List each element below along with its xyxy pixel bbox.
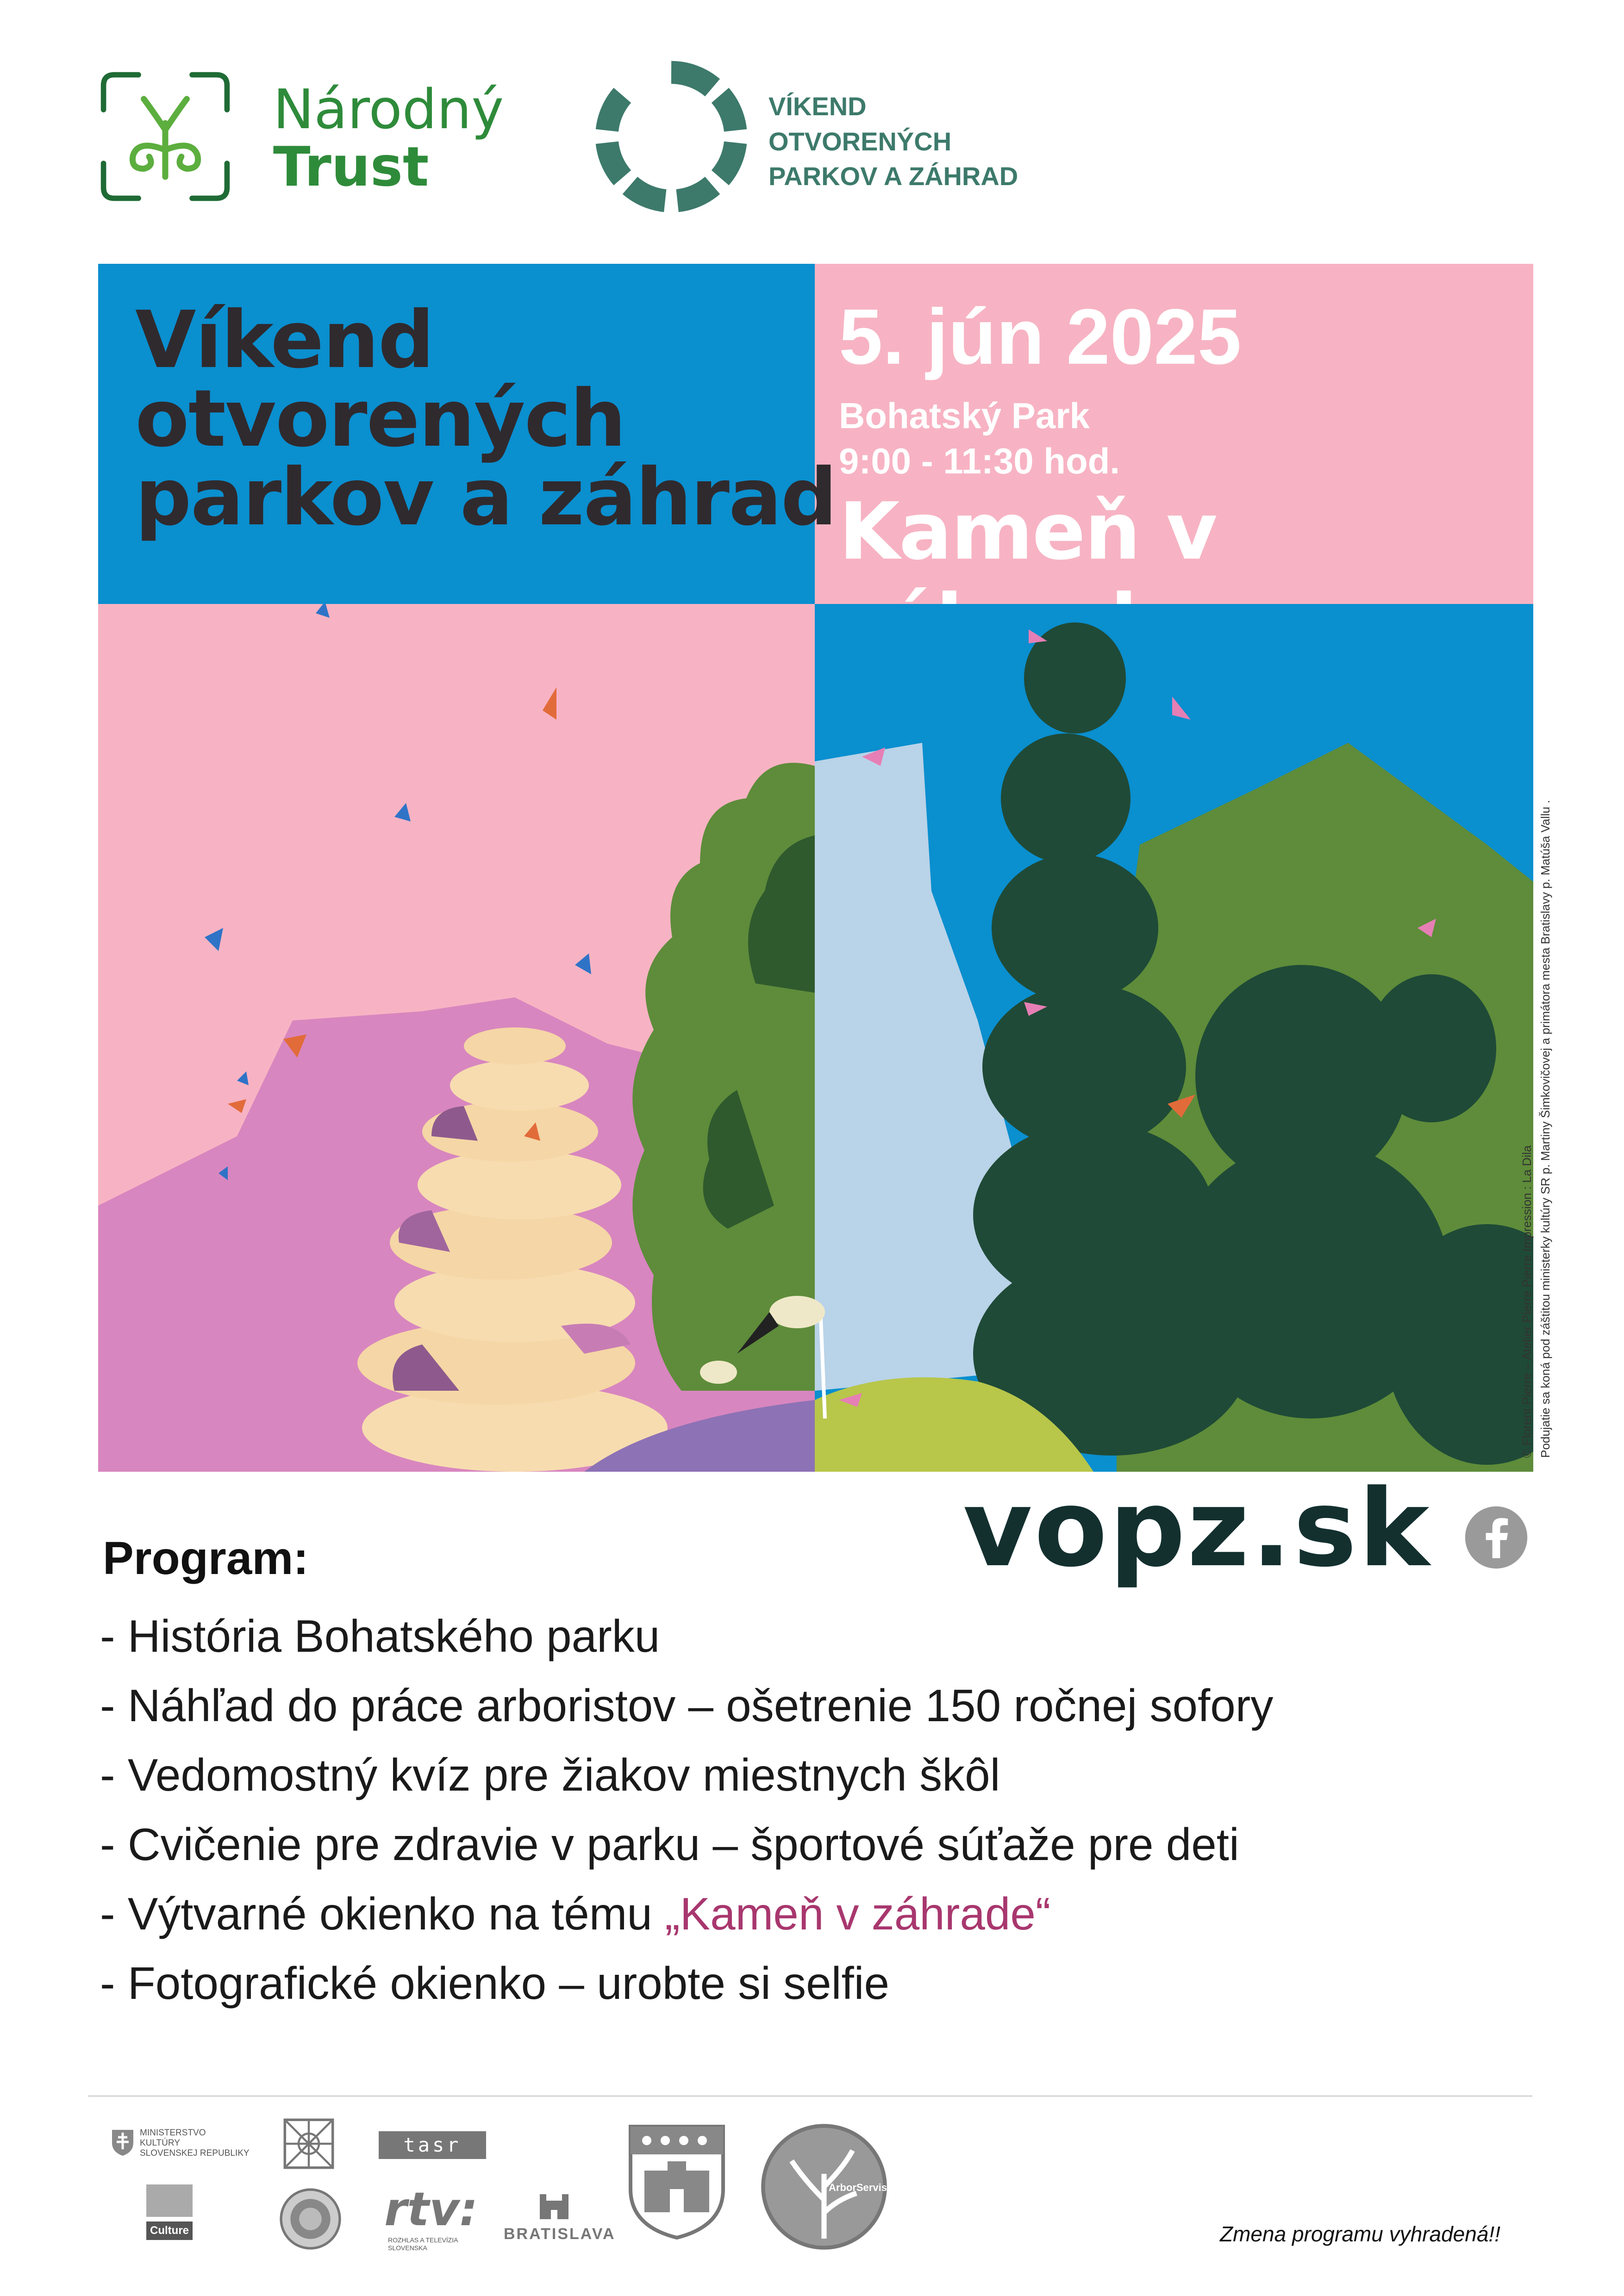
poster	[98, 264, 1533, 1472]
program-change-note: Zmena programu vyhradená!!	[1220, 2222, 1500, 2246]
narodny-trust-wordmark	[273, 77, 504, 199]
vopz-wordmark	[768, 89, 1018, 194]
ministry-line-1: MINISTERSTVO	[140, 2128, 206, 2138]
rtv-sub-2: SLOVENSKA	[388, 2244, 427, 2252]
culture-logo: Culture	[146, 2221, 193, 2240]
trust-line1: Národný	[273, 77, 504, 141]
program-item: - Vedomostný kvíz pre žiakov miestnych škôl	[100, 1749, 1000, 1800]
bratislava-logo: BRATISLAVA	[504, 2225, 616, 2243]
program-item: - História Bohatského parku	[100, 1611, 660, 1661]
program-heading: Program:	[103, 1532, 309, 1584]
event-name: Kameň v	[839, 486, 1217, 578]
geometric-logo-icon	[283, 2118, 334, 2169]
credit-line-1: © Florent Pierre – Atelier Pierre Pierre Impression : La Dila	[1520, 1145, 1534, 1458]
arborservis-label: ArborServis	[829, 2182, 887, 2193]
ministry-line-2: KULTÚRY	[140, 2138, 180, 2148]
vopz-line-3: PARKOV A ZÁHRAD	[768, 162, 1018, 191]
event-date: 5. jún 2025	[839, 293, 1242, 381]
title-line-1: Víkend	[135, 294, 434, 386]
program-item	[100, 1879, 1273, 1948]
poster-title	[135, 294, 837, 543]
tasr-logo: tasr	[379, 2131, 486, 2159]
program-item-prefix: - Výtvarné okienko na tému	[100, 1888, 665, 1939]
rtv-logo: rtv:	[384, 2182, 478, 2236]
title-line-3: parkov a záhrad	[135, 452, 837, 543]
rtv-subtitle	[388, 2236, 458, 2252]
rtv-sub-1: ROZHLAS A TELEVÍZIA	[388, 2236, 458, 2244]
town-coat-of-arms-icon	[628, 2124, 725, 2240]
vopz-line-2: OTVORENÝCH	[768, 126, 952, 156]
venue: Bohatský Park	[839, 395, 1090, 436]
ministry-logo	[140, 2128, 250, 2159]
ministry-line-3: SLOVENSKEJ REPUBLIKY	[140, 2148, 250, 2158]
website-link[interactable]: vopz.sk	[963, 1467, 1431, 1591]
title-line-2: otvorených	[135, 373, 625, 465]
slovak-coat-of-arms-icon	[111, 2129, 134, 2157]
program-item: - Náhľad do práce arboristov – ošetrenie 150 ročnej sofory	[100, 1680, 1274, 1731]
image-credit	[1518, 694, 1555, 1458]
narodny-trust-logo-icon	[98, 69, 232, 204]
credit-line-2: Podujatie sa koná pod záštitou ministerky kultúry SR p. Martiny Šimkovičovej a primátora mesta Bratislavy p. Matúša Vallu .	[1538, 800, 1553, 1458]
round-seal-logo-icon	[279, 2188, 342, 2250]
program-list	[100, 1601, 1273, 2018]
garden-illustration	[98, 604, 1533, 1472]
program-item: - Cvičenie pre zdravie v parku – športové súťaže pre deti	[100, 1819, 1239, 1870]
footer-divider	[88, 2095, 1532, 2097]
facebook-icon[interactable]	[1464, 1505, 1529, 1570]
program-item-highlight: „Kameň v záhrade“	[665, 1888, 1051, 1939]
trust-line2: Trust	[273, 134, 429, 199]
time: 9:00 - 11:30 hod.	[839, 440, 1120, 481]
program-item: - Fotografické okienko – urobte si selfie	[100, 1958, 889, 2009]
venue-and-time	[839, 393, 1120, 484]
bratislava-castle-icon	[538, 2191, 570, 2219]
vopz-ring-logo-icon	[595, 60, 748, 213]
vopz-line-1: VÍKEND	[768, 92, 867, 121]
ministry-small-logo-icon	[146, 2184, 193, 2217]
